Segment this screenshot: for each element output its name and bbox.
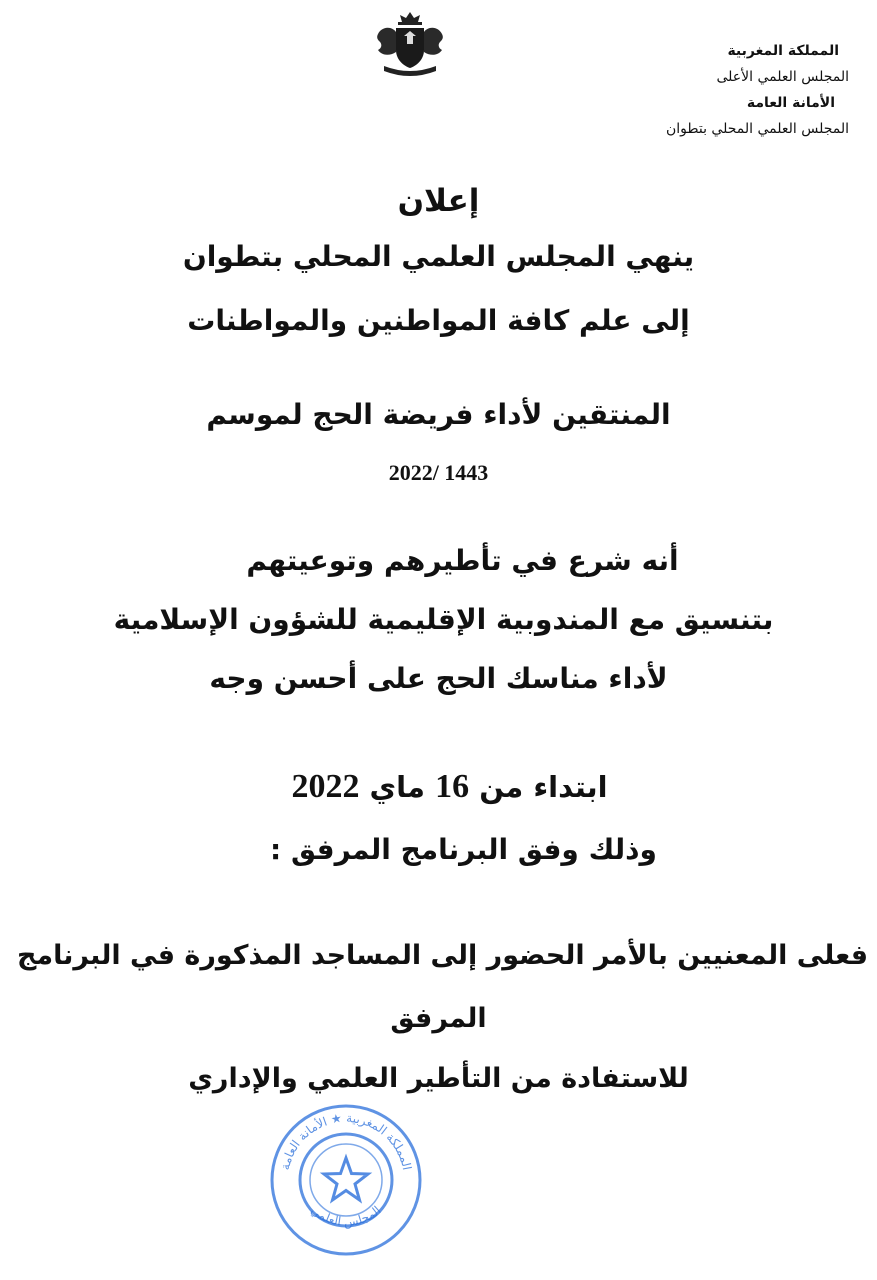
hajj-season-year: 2022/ 1443 (388, 460, 489, 485)
body-line-3: لأداء مناسك الحج على أحسن وجه (209, 662, 668, 695)
intro-line-2: إلى علم كافة المواطنين والمواطنات (187, 304, 690, 337)
closing-line-3: للاستفادة من التأطير العلمي والإداري (188, 1063, 689, 1094)
program-reference-line: وذلك وفق البرنامج المرفق : (270, 833, 657, 866)
body-line-1: أنه شرع في تأطيرهم وتوعيتهم (246, 544, 679, 577)
body-line-2: بتنسيق مع المندوبية الإقليمية للشؤون الإسلامية (113, 603, 774, 636)
start-date-year: 2022 (291, 768, 360, 805)
header-supreme-council: المجلس العلمي الأعلى (716, 69, 849, 85)
announcement-title: إعلان (397, 183, 480, 219)
issuer-header (609, 38, 849, 142)
intro-line-3: المنتقين لأداء فريضة الحج لموسم (206, 398, 671, 431)
svg-text:المجلس العلمي (308, 1203, 383, 1230)
header-kingdom: المملكة المغربية (727, 43, 839, 59)
start-date-month: ماي (369, 770, 425, 804)
stamp-star-icon (324, 1158, 368, 1200)
start-date-prefix: ابتداء من (479, 770, 608, 804)
start-date-day: 16 (435, 768, 470, 805)
intro-line-1: ينهي المجلس العلمي المحلي بتطوان (182, 240, 695, 273)
official-stamp (266, 1100, 426, 1260)
closing-line-1: فعلى المعنيين بالأمر الحضور إلى المساجد المذكورة في البرنامج (16, 940, 869, 971)
header-local-council: المجلس العلمي المحلي بتطوان (665, 121, 849, 137)
stamp-ring-text-top: المملكة المغربية ★ الأمانة العامة (277, 1110, 415, 1172)
royal-coat-of-arms-emblem (370, 8, 450, 80)
header-general-secretariat: الأمانة العامة (746, 95, 835, 111)
start-date-line (0, 768, 877, 806)
closing-line-2: المرفق (390, 1003, 487, 1034)
stamp-ring-text-bottom: المجلس العلمي (308, 1203, 384, 1230)
